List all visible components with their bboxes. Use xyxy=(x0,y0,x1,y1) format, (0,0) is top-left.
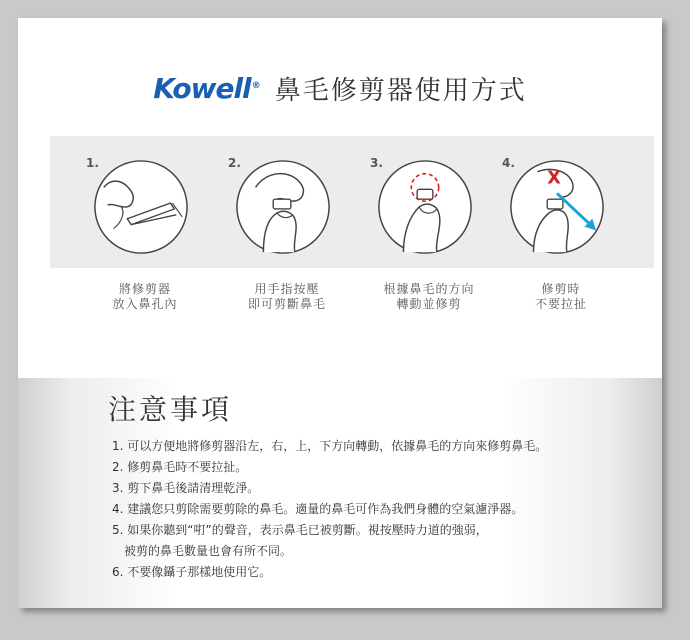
note-item: 1. 可以方便地將修剪器沿左，右，上，下方向轉動，依據鼻毛的方向來修剪鼻毛。 xyxy=(112,439,548,453)
note-item: 4. 建議您只剪除需要剪除的鼻毛。適量的鼻毛可作為我們身體的空氣濾淨器。 xyxy=(112,502,524,516)
step-1-illustration xyxy=(92,158,190,256)
step-caption: 修剪時 不要拉扯 xyxy=(534,282,587,311)
note-item: 5. 如果你聽到“咑”的聲音，表示鼻毛已被剪斷。視按壓時力道的強弱， xyxy=(112,523,488,537)
instruction-card xyxy=(18,18,662,608)
step-number: 4. xyxy=(502,156,515,170)
note-item-continuation: 被剪的鼻毛數量也會有所不同。 xyxy=(124,544,293,558)
step-3 xyxy=(354,136,504,316)
step-number: 2. xyxy=(228,156,241,170)
step-caption: 將修剪器 放入鼻孔內 xyxy=(112,282,178,311)
step-caption: 根據鼻毛的方向 轉動並修剪 xyxy=(383,282,475,311)
step-number: 3. xyxy=(370,156,383,170)
note-item: 6. 不要像鑷子那樣地使用它。 xyxy=(112,565,272,579)
notes-list xyxy=(112,436,652,583)
page-title: 鼻毛修剪器使用方式 xyxy=(274,76,527,106)
step-caption: 用手指按壓 即可剪斷鼻毛 xyxy=(247,282,326,311)
header xyxy=(18,70,662,107)
step-number: 1. xyxy=(86,156,99,170)
step-3-illustration xyxy=(376,158,474,256)
note-item: 3. 剪下鼻毛後請清理乾淨。 xyxy=(112,481,260,495)
step-4 xyxy=(486,136,636,316)
notes-title: 注意事項 xyxy=(108,393,233,426)
step-2-illustration xyxy=(234,158,332,256)
step-2 xyxy=(212,136,362,316)
brand-logo: Kowell® xyxy=(153,72,260,105)
step-1 xyxy=(70,136,220,316)
note-item: 2. 修剪鼻毛時不要拉扯。 xyxy=(112,460,248,474)
prohibited-x-icon: X xyxy=(547,168,561,189)
step-4-illustration xyxy=(508,158,606,256)
